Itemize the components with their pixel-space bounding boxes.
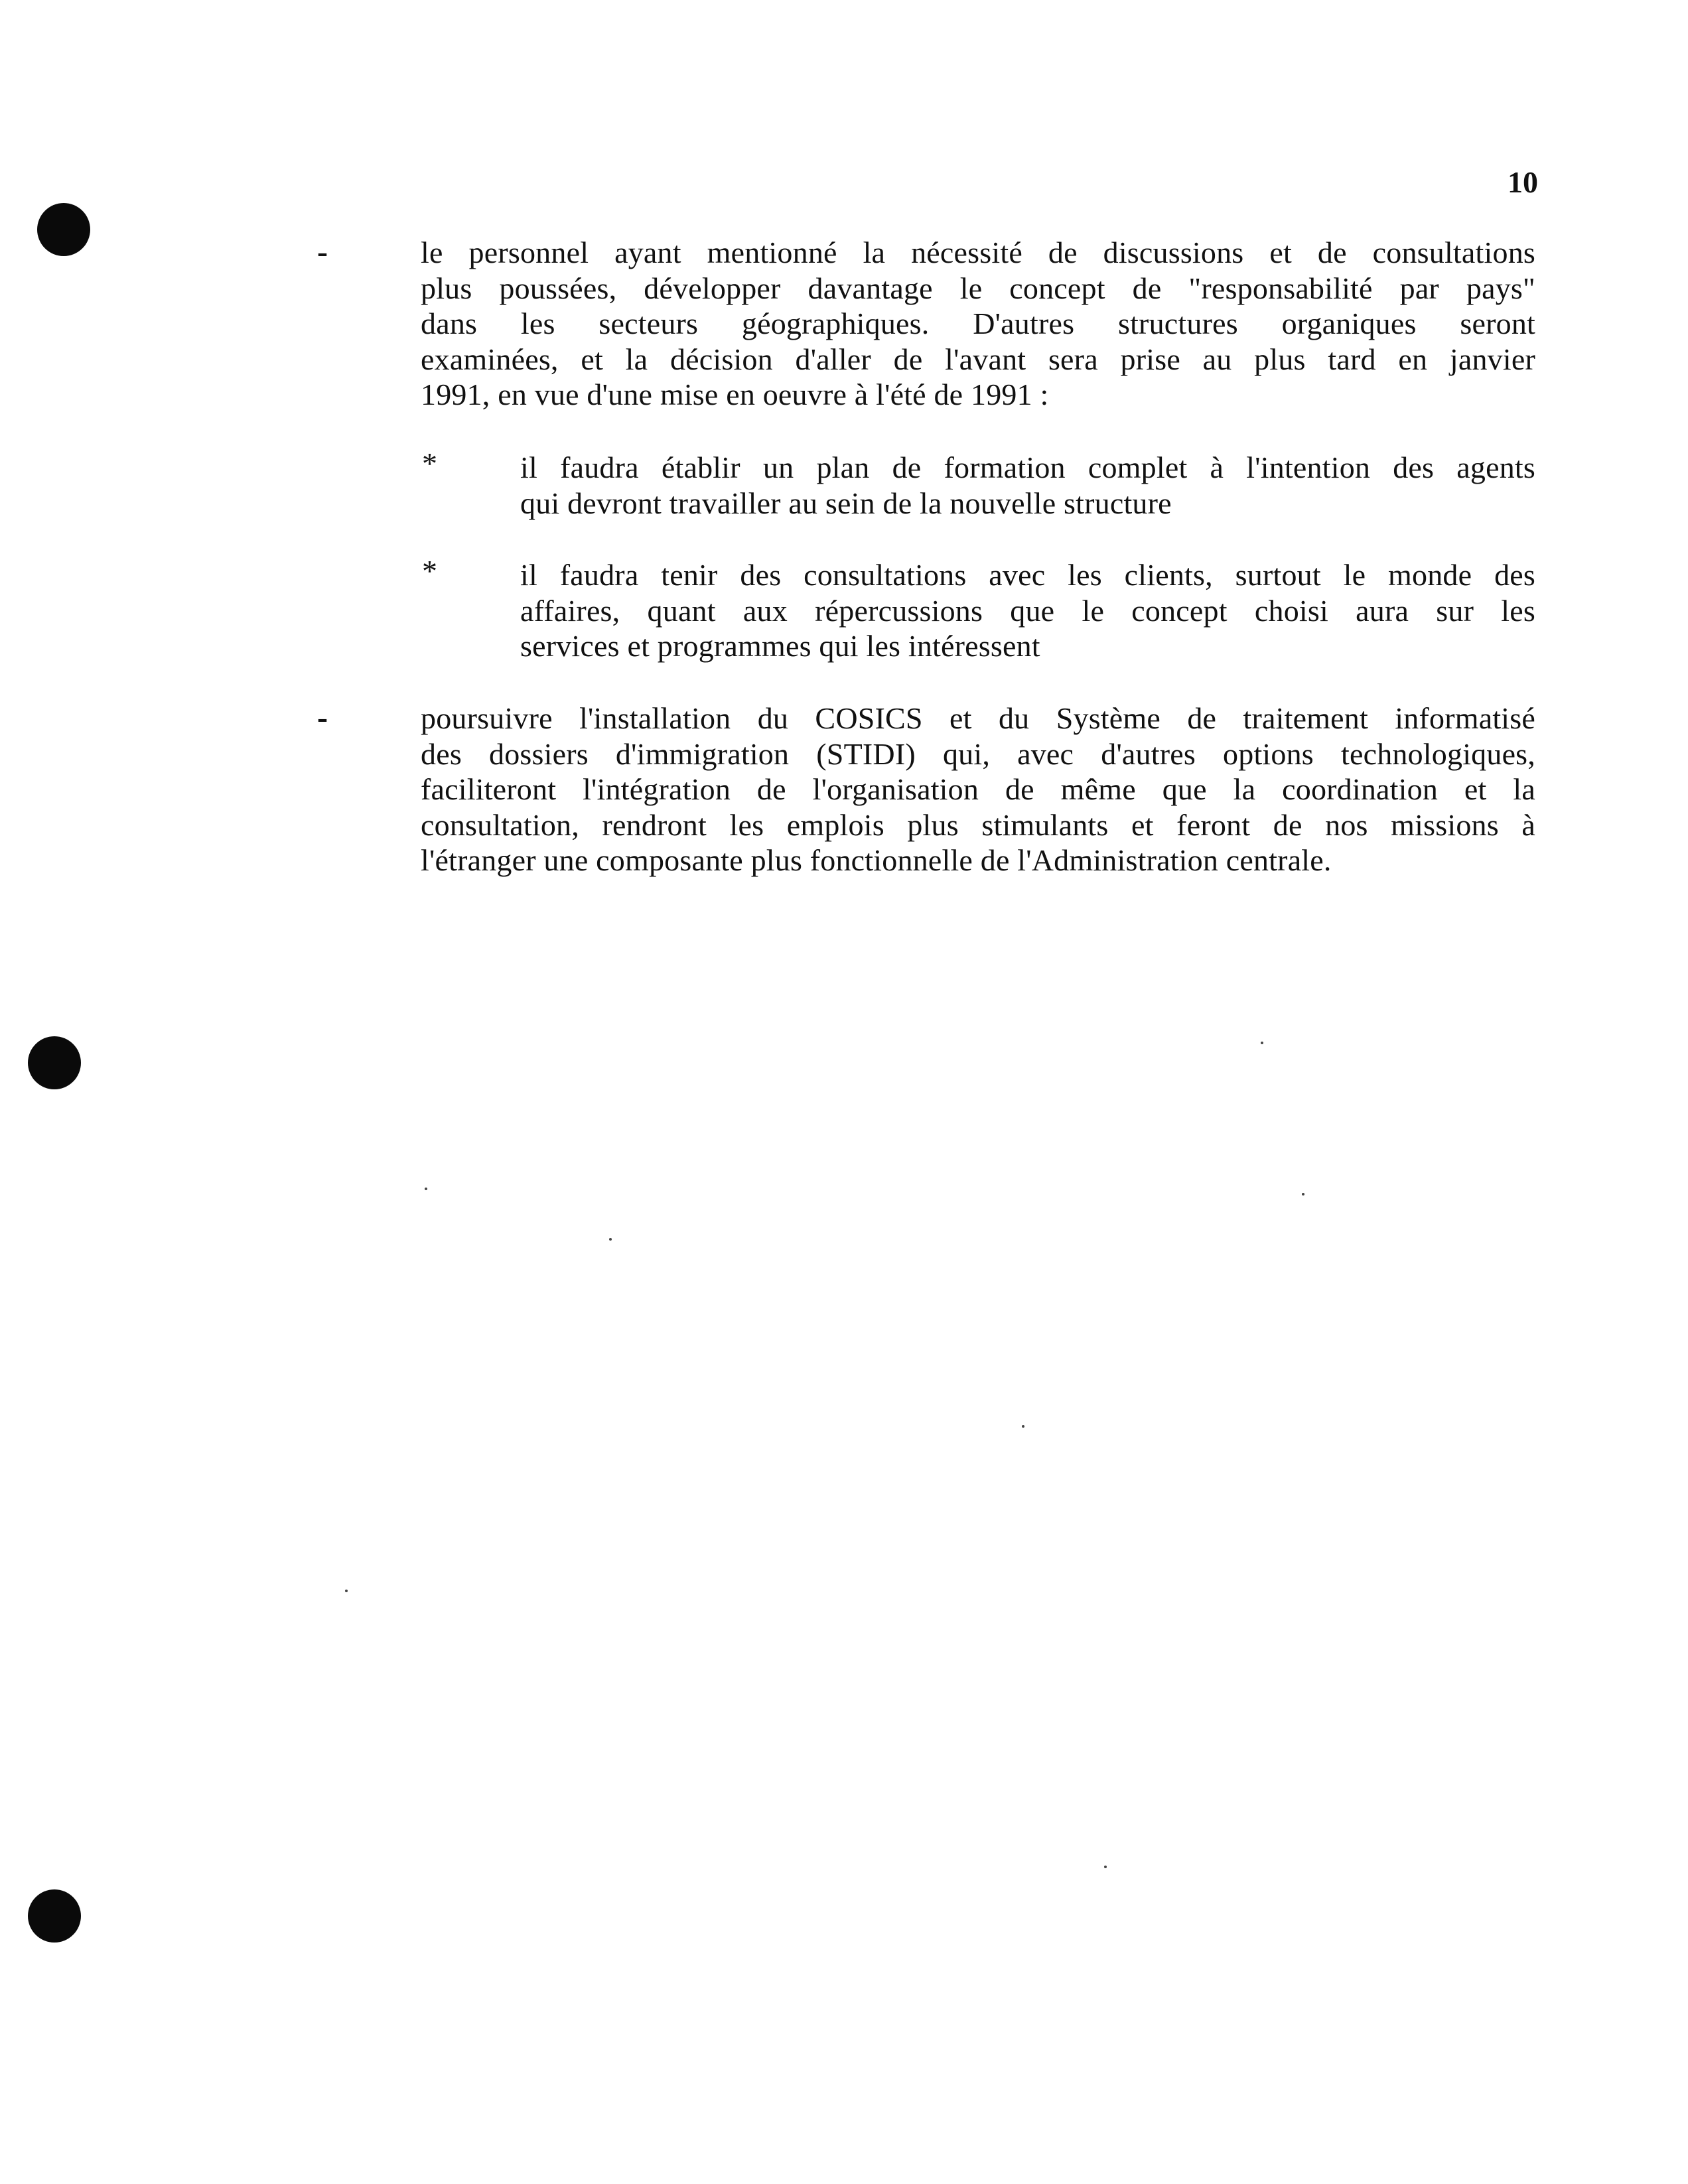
scan-speck [1302, 1193, 1304, 1195]
paragraph-item-1 [421, 235, 1535, 413]
item-marker: - [317, 234, 328, 269]
text-line: examinées, et la décision d'aller de l'avant sera prise au plus tard en janvier [421, 342, 1535, 376]
text-line: poursuivre l'installation du COSICS et du Système de traitement informatisé [421, 701, 1535, 735]
text-line: consultation, rendront les emplois plus stimulants et feront de nos missions à [421, 807, 1535, 842]
punch-hole-middle [28, 1036, 81, 1089]
item-marker: * [422, 446, 437, 480]
item-marker: * [422, 554, 437, 588]
page-number: 10 [1508, 165, 1538, 199]
item-marker: - [317, 700, 328, 735]
text-line: services et programmes qui les intéressent [520, 629, 1040, 663]
text-line: l'étranger une composante plus fonctionnelle de l'Administration centrale. [421, 843, 1332, 877]
paragraph-item-2 [520, 450, 1535, 521]
paragraph-item-3 [520, 557, 1535, 664]
text-line: 1991, en vue d'une mise en oeuvre à l'été de 1991 : [421, 377, 1049, 411]
paragraph-item-4 [421, 701, 1535, 878]
scan-speck [425, 1188, 427, 1190]
text-line: affaires, quant aux répercussions que le concept choisi aura sur les [520, 593, 1535, 628]
punch-hole-top [37, 203, 90, 256]
punch-hole-bottom [28, 1889, 81, 1943]
scan-speck [345, 1590, 348, 1592]
text-line: il faudra tenir des consultations avec les clients, surtout le monde des [520, 558, 1535, 592]
text-line: il faudra établir un plan de formation complet à l'intention des agents [520, 450, 1535, 484]
text-line: le personnel ayant mentionné la nécessité de discussions et de consultations [421, 236, 1535, 269]
text-line: faciliteront l'intégration de l'organisation de même que la coordination et la [421, 772, 1535, 806]
scan-speck [1022, 1425, 1024, 1428]
text-line: dans les secteurs géographiques. D'autres structures organiques seront [421, 307, 1535, 340]
scan-speck [1104, 1866, 1107, 1868]
text-line: qui devront travailler au sein de la nouvelle structure [520, 486, 1172, 520]
scan-speck [1261, 1042, 1263, 1044]
text-line: des dossiers d'immigration (STIDI) qui, avec d'autres options technologiques, [421, 736, 1535, 771]
scan-speck [609, 1238, 612, 1241]
text-line: plus poussées, développer davantage le concept de "responsabilité par pays" [421, 271, 1535, 305]
